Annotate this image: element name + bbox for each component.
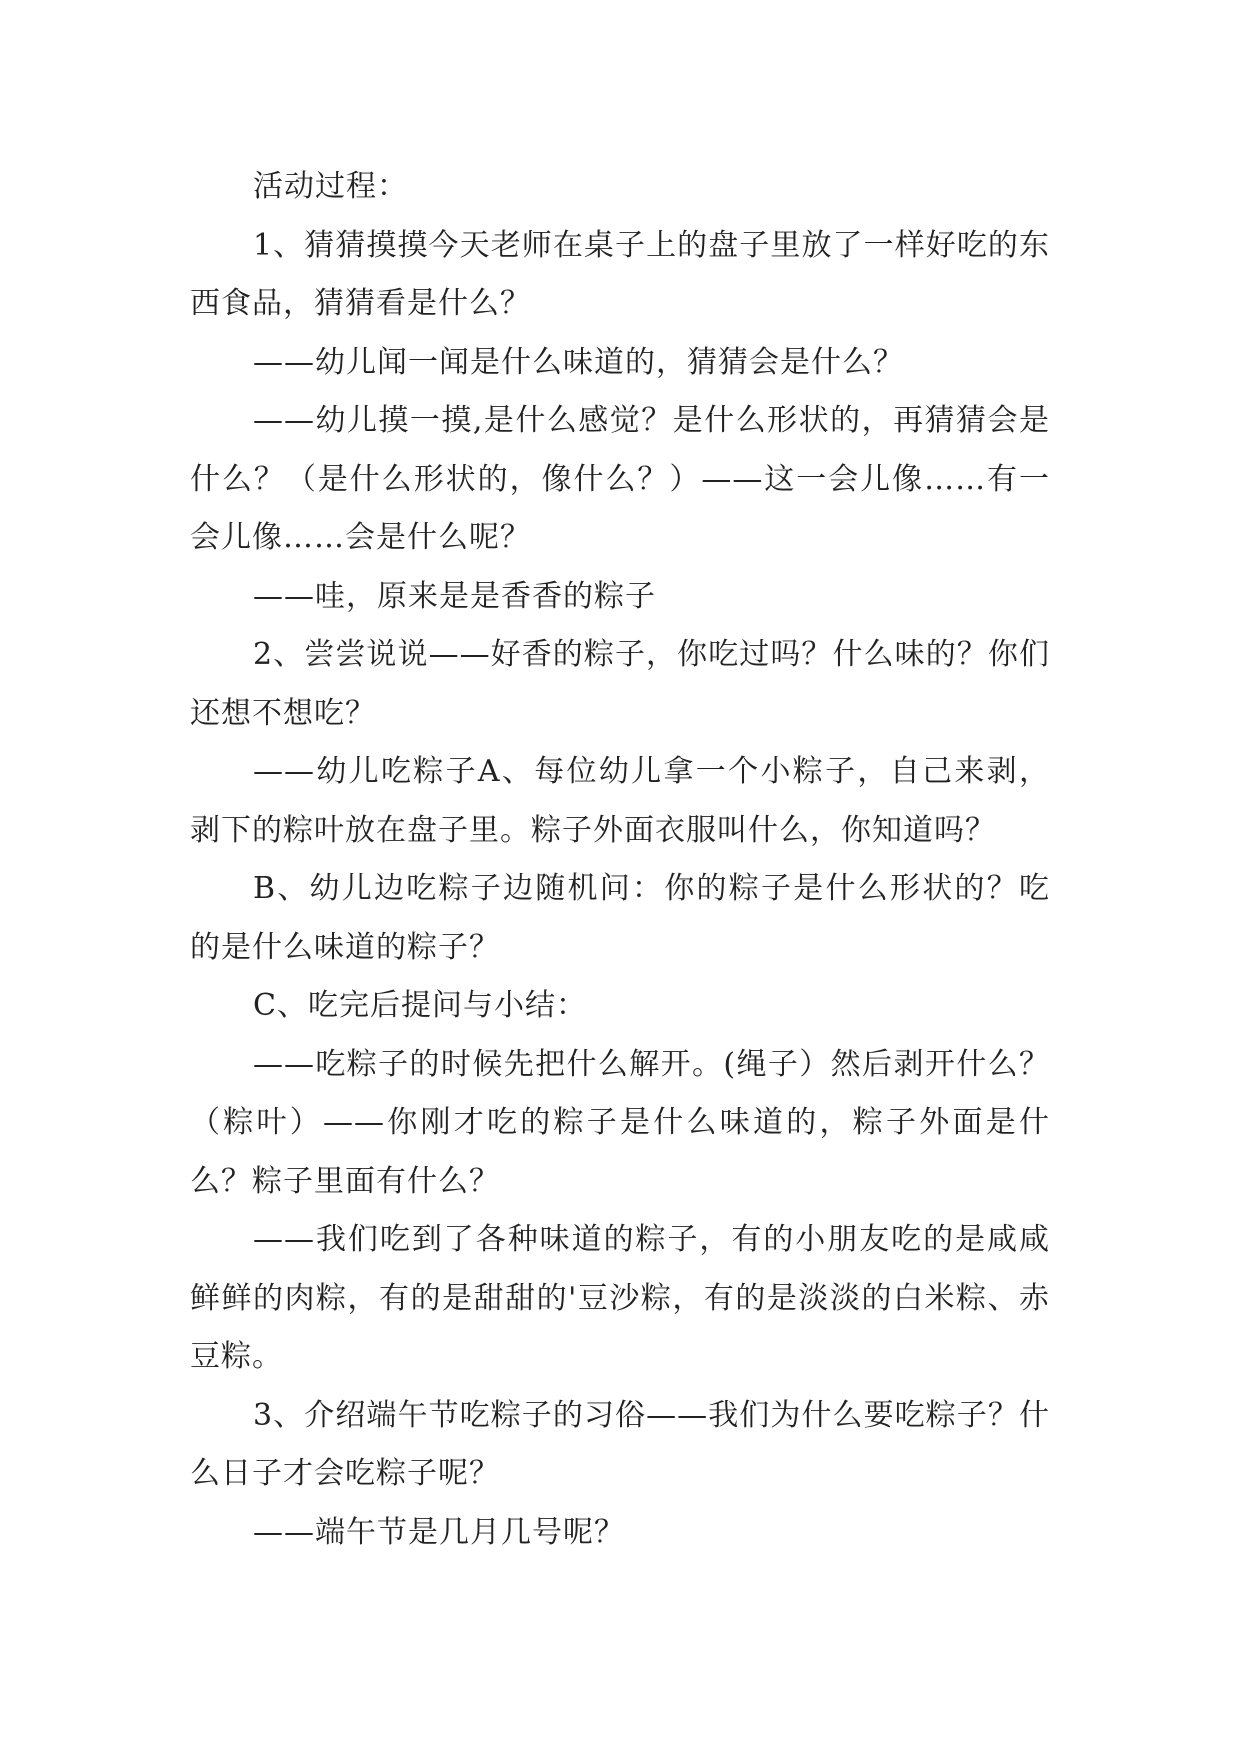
paragraph-festival-date: ——端午节是几月几号呢？	[253, 1514, 625, 1550]
paragraph-touch: ——幼儿摸一摸,是什么感觉？是什么形状的，再猜猜会是什么？（是什么形状的，像什么？）——这一会儿像……有一会儿像……会是什么呢？	[190, 403, 1050, 555]
paragraph-guess-and-touch: 1、猜猜摸摸今天老师在桌子上的盘子里放了一样好吃的东西食品，猜猜看是什么？	[190, 227, 1050, 321]
paragraph-flavors: ——我们吃到了各种味道的粽子，有的小朋友吃的是咸咸鲜鲜的肉粽，有的是甜甜的'豆沙粽，有的是淡淡的白米粽、赤豆粽。	[190, 1222, 1050, 1374]
paragraph-taste-and-talk: 2、尝尝说说——好香的粽子，你吃过吗？什么味的？你们还想不想吃？	[190, 637, 1050, 731]
paragraph-summary-questions: ——吃粽子的时候先把什么解开。(绳子）然后剥开什么？（粽叶）——你刚才吃的粽子是什么味道的，粽子外面是什么？粽子里面有什么？	[190, 1046, 1050, 1199]
paragraph-eat-zongzi-b: B、幼儿边吃粽子边随机问：你的粽子是什么形状的？吃的是什么味道的粽子？	[190, 871, 1050, 965]
paragraph-dragon-boat-custom: 3、介绍端午节吃粽子的习俗——我们为什么要吃粽子？什么日子才会吃粽子呢？	[190, 1397, 1050, 1491]
paragraph-smell: ——幼儿闻一闻是什么味道的，猜猜会是什么？	[253, 344, 904, 380]
paragraph-eat-zongzi-a: ——幼儿吃粽子A、每位幼儿拿一个小粽子，自己来剥，剥下的粽叶放在盘子里。粽子外面衣服叫什么，你知道吗？	[190, 754, 1050, 848]
paragraph-summary-c: C、吃完后提问与小结：	[253, 988, 587, 1023]
paragraph-reveal: ——哇，原来是是香香的粽子	[253, 578, 656, 614]
section-heading-activity-process: 活动过程：	[253, 169, 408, 204]
document-body	[190, 158, 1050, 1562]
